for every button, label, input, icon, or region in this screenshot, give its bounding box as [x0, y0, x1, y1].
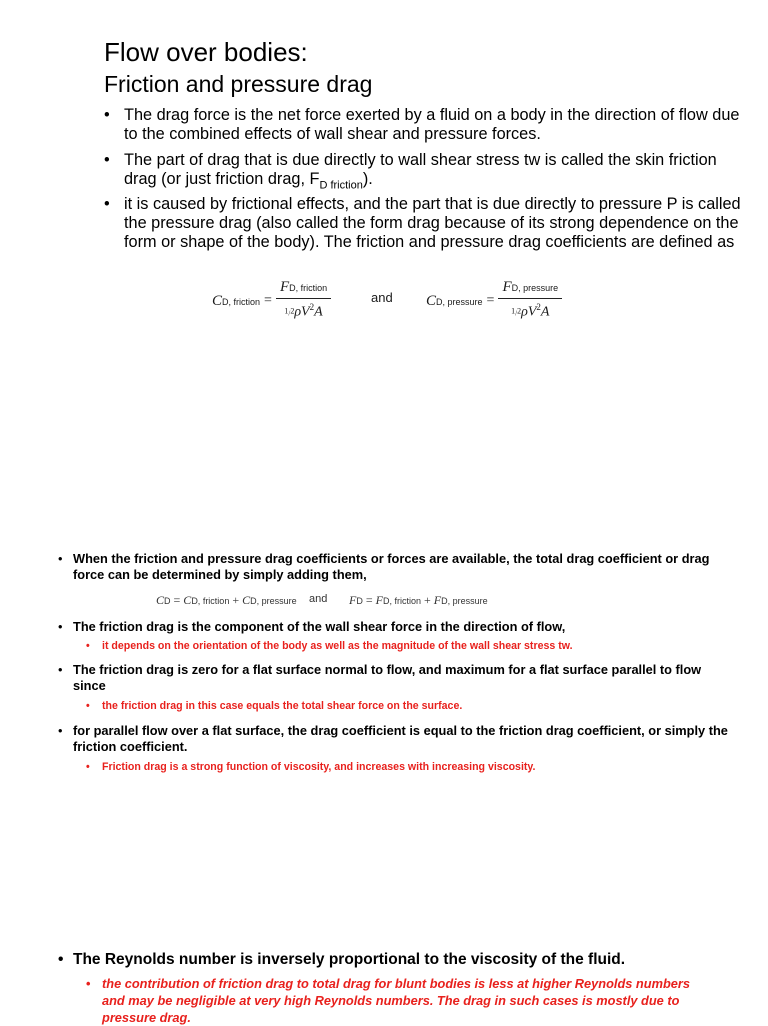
bullet-text: The friction drag is zero for a flat surface normal to flow, and maximum for a flat surface parallel to flow since [73, 662, 702, 693]
bullet-marker: • [86, 976, 91, 991]
bullet-text: The Reynolds number is inversely proportional to the viscosity of the fluid. [73, 951, 626, 968]
subscript: D friction [319, 179, 363, 192]
bullet-text: When the friction and pressure drag coefficients or forces are available, the total drag coefficient or drag force can be determined by simply adding them, [73, 551, 710, 582]
bullet-marker: • [104, 195, 110, 213]
formula-and-label: and [371, 290, 393, 305]
bullet-friction-component [58, 619, 733, 635]
page-subtitle: Friction and pressure drag [104, 71, 373, 97]
bullet-text: for parallel flow over a flat surface, the drag coefficient is equal to the friction drag coefficient, or simply the friction coefficient. [73, 723, 728, 754]
bullet-parallel-flow [58, 723, 733, 755]
bullet-text: The drag force is the net force exerted by a fluid on a body in the direction of flow due to the combined effects of wall shear and pressure forces. [124, 106, 740, 143]
bullet-drag-definition [104, 106, 744, 144]
formula2-and-label: and [309, 593, 328, 605]
bullet-marker: • [58, 723, 63, 738]
bullet-marker: • [104, 151, 110, 169]
bullet-text: it is caused by frictional effects, and the part that is due directly to pressure P is called the pressure drag (also called the form drag because of its strong dependence on the form or shape of the body). The friction and pressure drag coefficients are defined as [124, 195, 741, 251]
total-drag-force-formula: FD = FD, friction + FD, pressure [349, 593, 488, 607]
sub-bullet-text: it depends on the orientation of the body as well as the magnitude of the wall shear stress tw. [102, 640, 573, 652]
bullet-text: The part of drag that is due directly to wall shear stress tw is called the skin friction drag (or just friction drag, F [124, 151, 717, 188]
bullet-marker: • [104, 106, 110, 124]
bullet-marker: • [86, 761, 90, 773]
bullet-text-end: ). [362, 170, 373, 188]
pressure-coefficient-formula: CD, pressure = $\frac{\text{FD, pressure}}{1/2\rho V^2A}$ [426, 276, 562, 326]
bullet-total-drag [58, 551, 733, 583]
bullet-reynolds-number [58, 950, 753, 969]
page-title: Flow over bodies: [104, 37, 308, 67]
friction-coefficient-formula: CD, friction = $\frac{\text{FD, friction}}{1/2\rho V^2A}$ [212, 276, 331, 326]
bullet-text: The friction drag is the component of the wall shear force in the direction of flow, [73, 619, 566, 634]
bullet-friction-zero [58, 662, 733, 694]
bullet-marker: • [58, 951, 64, 968]
bullet-pressure-drag [104, 195, 744, 252]
total-drag-coefficient-formula: CD = CD, friction + CD, pressure [156, 593, 297, 607]
bullet-skin-friction [104, 151, 744, 195]
bullet-marker: • [58, 662, 63, 677]
sub-bullet-blunt-bodies [86, 975, 702, 1026]
sub-bullet-shear-force [86, 700, 742, 713]
sub-bullet-text: the contribution of friction drag to total drag for blunt bodies is less at higher Reynolds numbers and may be negligible at very high Reynolds numbers. The drag in such cases is mostly due to pressure drag. [102, 976, 690, 1025]
bullet-marker: • [86, 640, 90, 652]
sub-bullet-orientation [86, 640, 742, 653]
sub-bullet-text: Friction drag is a strong function of viscosity, and increases with increasing viscosity. [102, 761, 536, 773]
bullet-marker: • [58, 619, 63, 634]
bullet-marker: • [58, 551, 63, 566]
sub-bullet-text: the friction drag in this case equals the total shear force on the surface. [102, 700, 463, 712]
bullet-marker: • [86, 700, 90, 712]
sub-bullet-viscosity [86, 761, 742, 774]
